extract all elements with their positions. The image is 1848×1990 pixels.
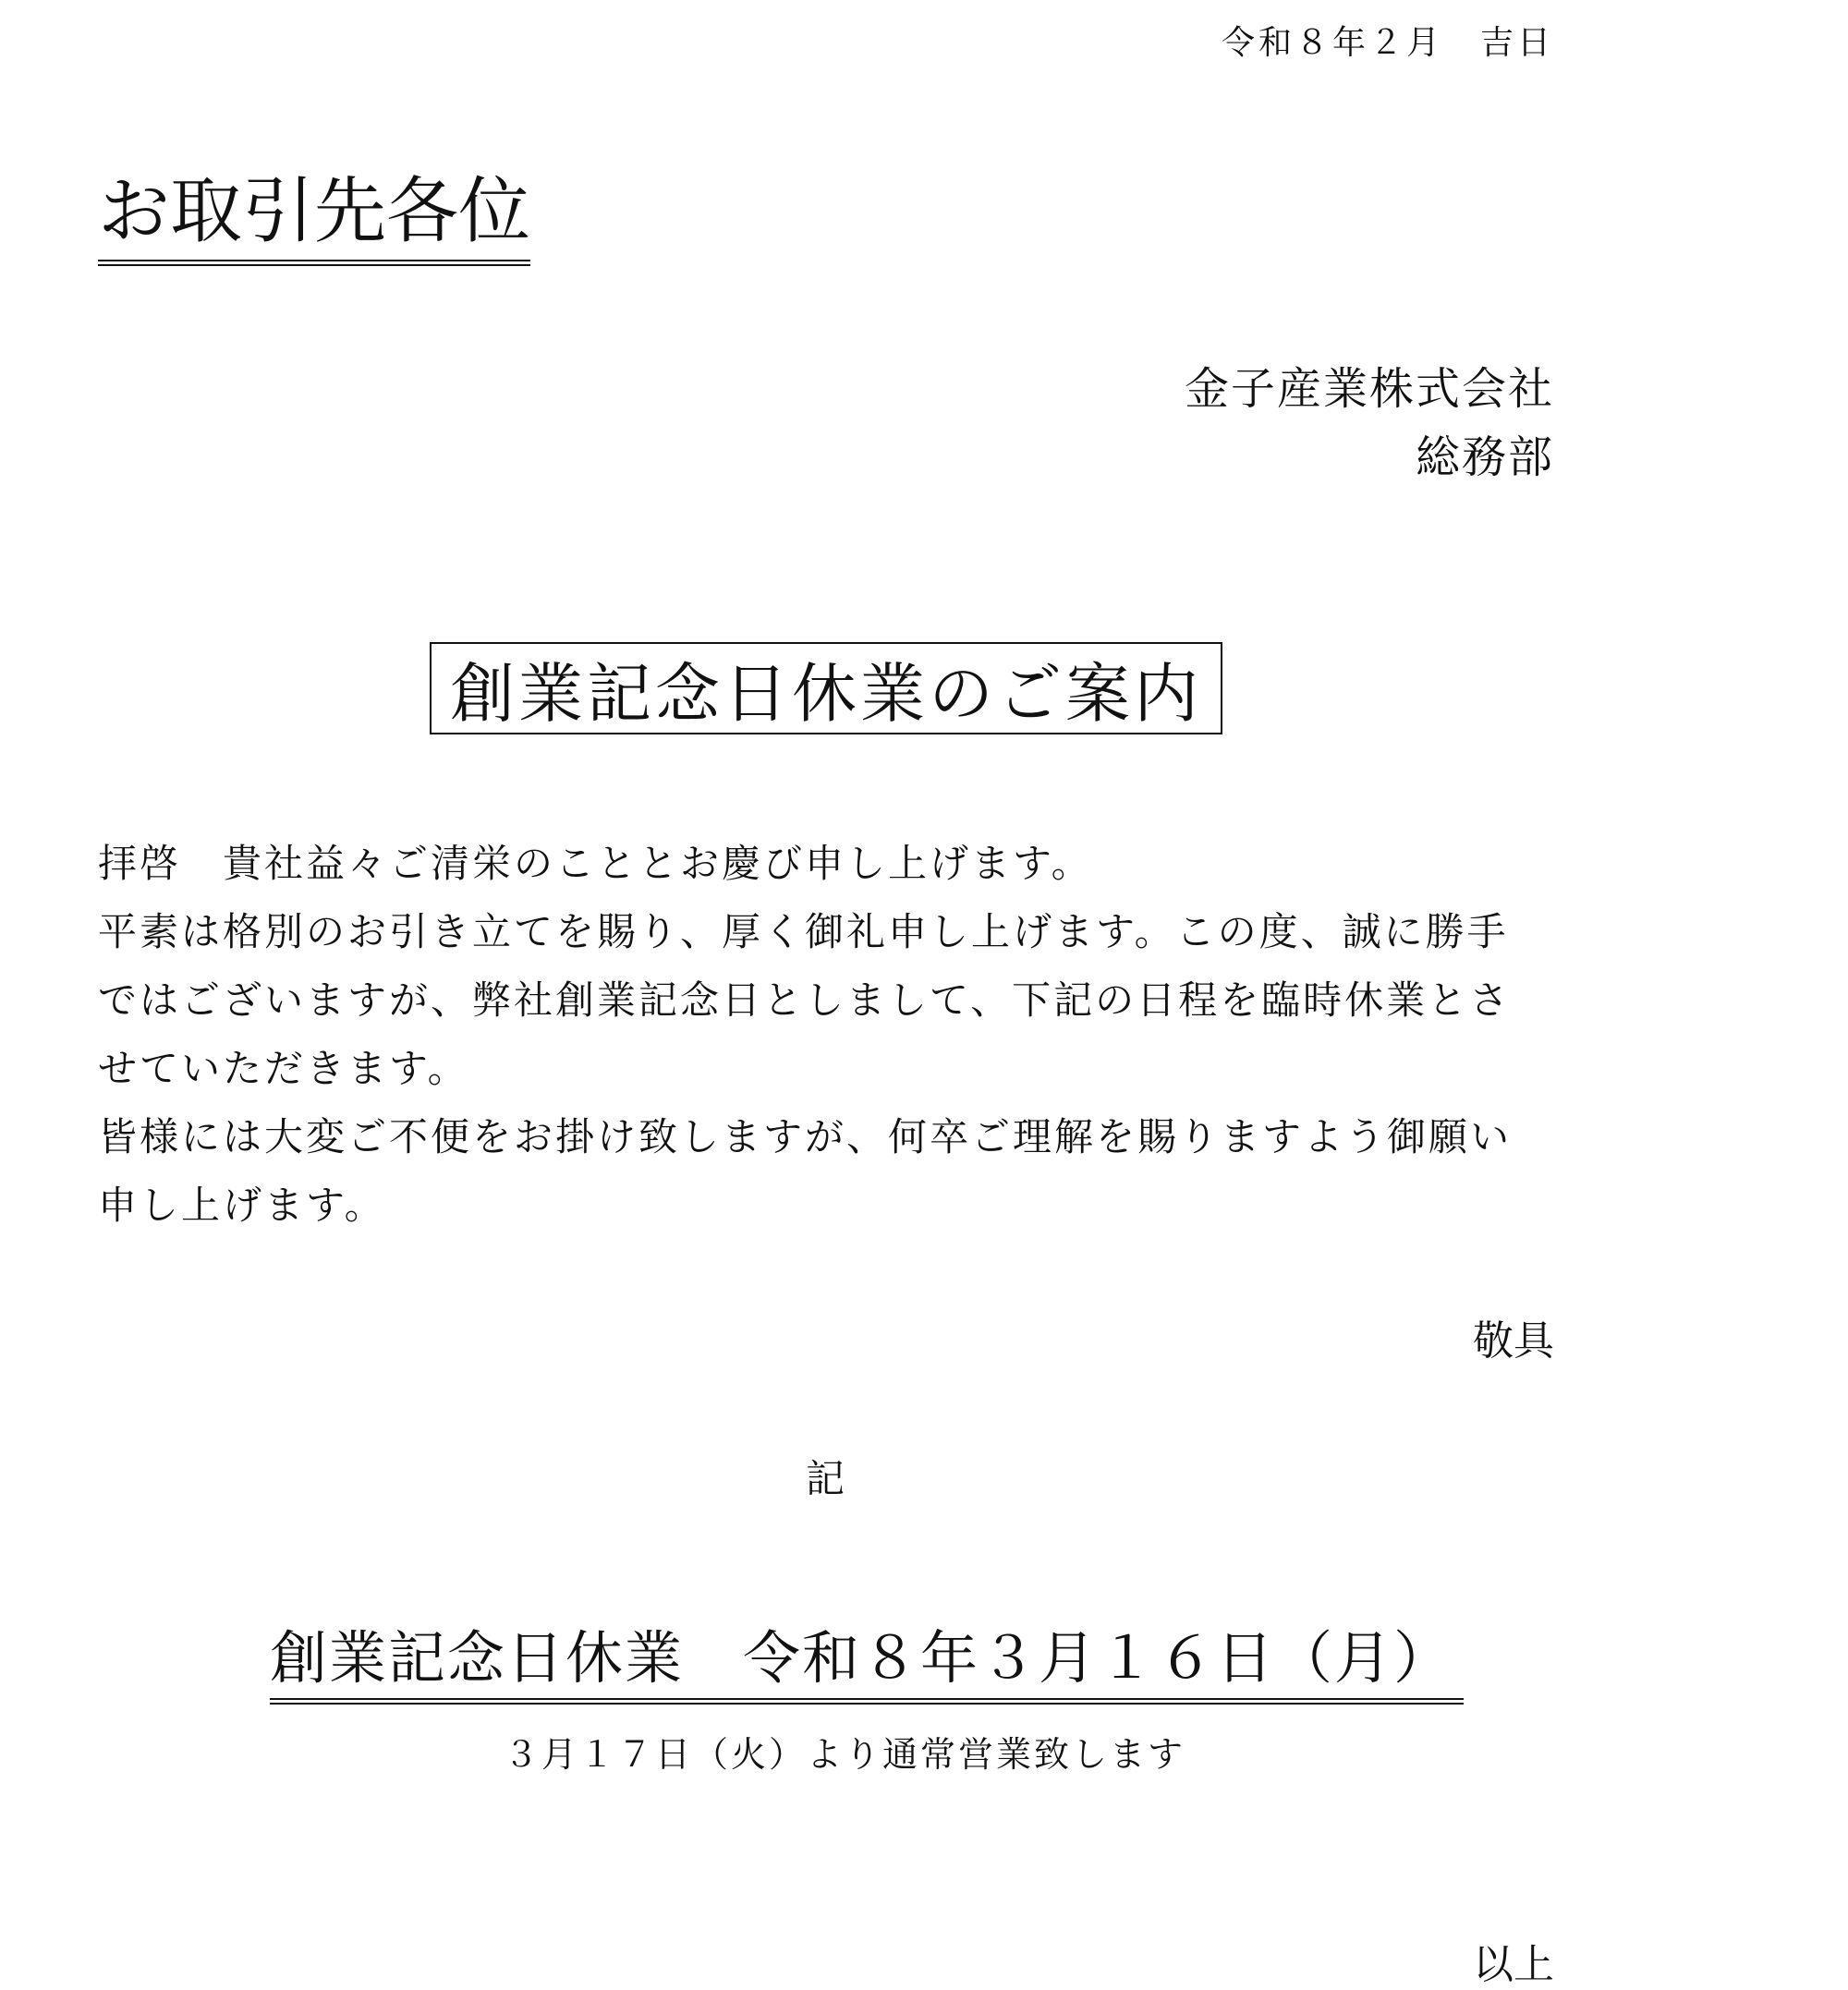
body-line: 皆様には大変ご不便をお掛け致しますが、何卒ご理解を賜りますよう御願い xyxy=(98,1114,1513,1159)
sender-department: 総務部 xyxy=(1415,431,1554,483)
body-line: ではございますが、弊社創業記念日としまして、下記の日程を臨時休業とさ xyxy=(98,977,1512,1023)
ki-heading: 記 xyxy=(806,1456,845,1501)
notice-title xyxy=(430,642,1222,734)
sender-company: 金子産業株式会社 xyxy=(1184,363,1554,415)
body-line: 平素は格別のお引き立てを賜り、厚く御礼申し上げます。この度、誠に勝手 xyxy=(98,909,1509,954)
closing-keigu: 敬具 xyxy=(1473,1317,1554,1365)
addressee-heading: お取引先各位 xyxy=(98,171,530,266)
body-line: せていただきます。 xyxy=(98,1046,469,1091)
holiday-date-line: 創業記念日休業 令和８年３月１６日（月） xyxy=(270,1612,1464,1705)
letter-date: 令和８年２月 吉日 xyxy=(1221,24,1554,62)
notice-title-text: 創業記念日休業のご案内 xyxy=(450,655,1202,732)
body-line: 拝啓 貴社益々ご清栄のこととお慶び申し上げます。 xyxy=(98,841,1093,886)
reopen-notice: ３月１７日（火）より通常営業致します xyxy=(504,1734,1186,1775)
end-mark-ijou: 以上 xyxy=(1473,1941,1554,1988)
body-line: 申し上げます。 xyxy=(98,1183,386,1228)
letter-body xyxy=(98,830,1553,1240)
